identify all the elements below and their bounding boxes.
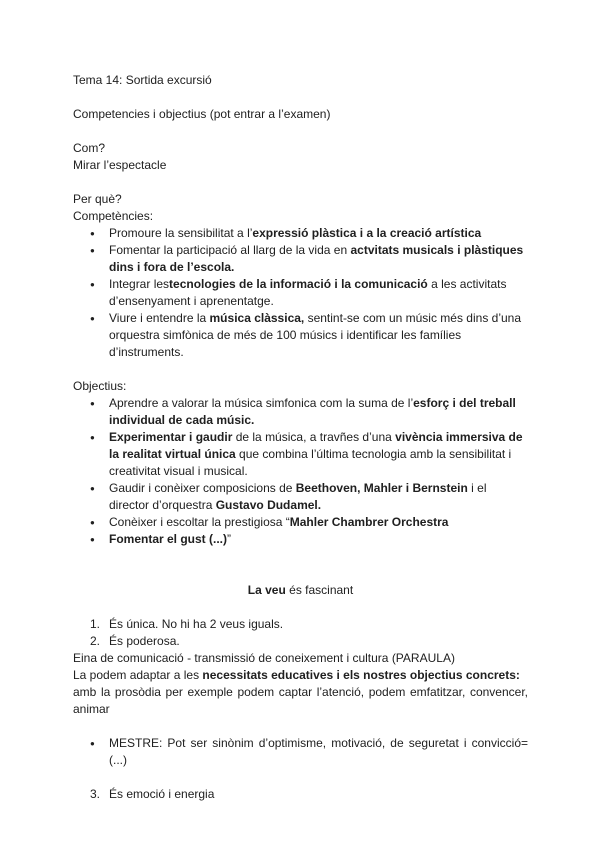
veu-heading: La veu és fascinant: [247, 583, 354, 597]
prosodia-text: amb la prosòdia per exemple podem captar l’atenció, podem emfatitzar, convencer, animar: [73, 685, 528, 716]
list-item: ● Integrar lestecnologies de la informació i la comunicació a les activitats d’ensenyament i aprenentatge.: [73, 276, 528, 310]
competencies-label: Competències:: [73, 209, 154, 223]
list-item: ● MESTRE: Pot ser sinònim d’optimisme, motivació, de seguretat i convicció= (...): [73, 735, 528, 769]
list-item: 3. És emoció i energia: [90, 787, 215, 801]
podem-text: La podem adaptar a les necessitats educatives i els nostres objectius concrets:: [73, 668, 520, 682]
objectius-label: Objectius:: [73, 379, 127, 393]
list-item: ● Fomentar la participació al llarg de la vida en actvitats musicals i plàstiques dins i fora de l’escola.: [73, 242, 528, 276]
list-item: ● Aprendre a valorar la música simfonica com la suma de l’esforç i del treball individual de cada músic.: [73, 395, 528, 429]
perque-question: Per què?: [73, 192, 122, 206]
list-item: ● Conèixer i escoltar la prestigiosa “Mahler Chambrer Orchestra: [73, 514, 528, 531]
com-question: Com?: [73, 141, 106, 155]
competencies-list: [73, 225, 528, 361]
com-answer: Mirar l’espectacle: [73, 158, 167, 172]
veu-list: [73, 616, 528, 650]
list-item: 1. És única. No hi ha 2 veus iguals.: [90, 617, 284, 631]
mestre-list: [73, 735, 528, 769]
list-item: ● Promoure la sensibilitat a l’expressió plàstica i a la creació artística: [73, 225, 528, 242]
objectius-list: [73, 395, 528, 548]
list-item: ● Fomentar el gust (...)”: [73, 531, 528, 548]
list-item: 2. És poderosa.: [90, 634, 180, 648]
eina-text: Eina de comunicació - transmissió de coneixement i cultura (PARAULA): [73, 651, 455, 665]
veu-list-continued: [73, 786, 528, 803]
competencies-heading: Competencies i objectius (pot entrar a l’examen): [73, 107, 331, 121]
document-title: Tema 14: Sortida excursió: [73, 73, 212, 87]
list-item: ● Experimentar i gaudir de la música, a travñes d’una vivència immersiva de la realitat virtual única que combina l’última tecnologia amb la sensibilitat i creativitat visual i musical.: [73, 429, 528, 480]
document-content: [73, 72, 528, 803]
list-item: ● Gaudir i conèixer composicions de Beethoven, Mahler i Bernstein i el director d’orquestra Gustavo Dudamel.: [73, 480, 528, 514]
list-item: ● Viure i entendre la música clàssica, sentint-se com un músic més dins d’una orquestra simfònica de més de 100 músics i identificar les famílies d’instruments.: [73, 310, 528, 361]
